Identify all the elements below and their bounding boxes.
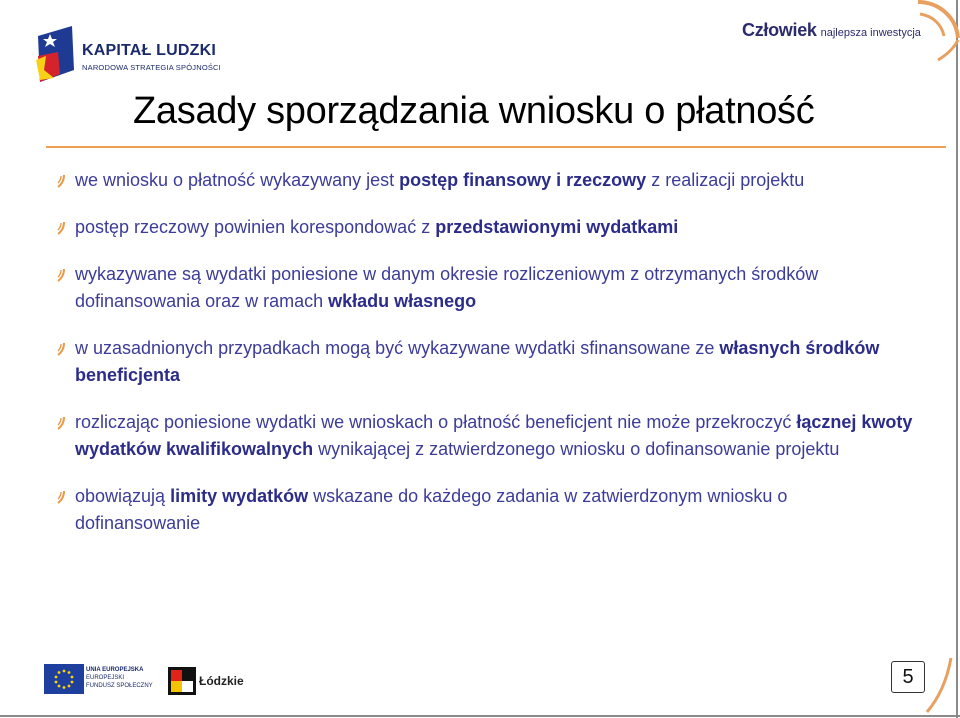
bullet-arc-icon — [56, 174, 66, 188]
bullet-text: wynikającej z zatwierdzonego wniosku o dofinansowanie projektu — [313, 439, 840, 459]
bullet-text: z realizacji projektu — [646, 170, 805, 190]
kapital-ludzki-title: KAPITAŁ LUDZKI — [82, 42, 217, 59]
bullet-emphasis: postęp finansowy i rzeczowy — [399, 170, 647, 190]
bullet-arc-icon — [56, 490, 66, 504]
bullet-item — [56, 409, 916, 463]
bullet-item — [56, 335, 916, 389]
eu-line-3: FUNDUSZ SPOŁECZNY — [86, 683, 153, 689]
bullet-emphasis: własnych środków beneficjenta — [75, 338, 880, 385]
flag-icon — [34, 26, 78, 88]
bullet-list — [56, 167, 916, 557]
bullet-arc-icon — [56, 221, 66, 235]
kapital-ludzki-logo — [34, 26, 224, 88]
title-divider — [46, 146, 946, 148]
orange-arc-decoration — [878, 0, 960, 70]
lodzkie-logo-icon — [168, 667, 196, 695]
czlowiek-tagline: najlepsza inwestycja — [820, 27, 921, 39]
bullet-text: we wniosku o płatność wykazywany jest — [75, 170, 400, 190]
bullet-emphasis: przedstawionymi wydatkami — [435, 217, 679, 237]
bullet-arc-icon — [56, 342, 66, 356]
bullet-emphasis: limity wydatków — [170, 486, 309, 506]
bullet-item — [56, 261, 916, 315]
bullet-arc-icon — [56, 268, 66, 282]
czlowiek-name: Człowiek — [742, 20, 817, 40]
bullet-text: wskazane do każdego zadania w zatwierdzonym wniosku o dofinansowanie — [75, 486, 788, 533]
page-title: Zasady sporządzania wniosku o płatność — [133, 90, 815, 132]
bullet-text: obowiązują — [75, 486, 171, 506]
eu-flag-icon — [44, 664, 84, 694]
eu-logo-text — [86, 666, 153, 690]
orange-corner-decoration — [921, 650, 957, 714]
bullet-arc-icon — [56, 416, 66, 430]
page-number: 5 — [891, 661, 925, 693]
eu-line-2: EUROPEJSKI — [86, 675, 125, 681]
eu-line-1: UNIA EUROPEJSKA — [86, 667, 144, 673]
bullet-item — [56, 214, 916, 241]
bullet-text: w uzasadnionych przypadkach mogą być wykazywane wydatki sfinansowane ze — [75, 338, 720, 358]
bullet-emphasis: wkładu własnego — [328, 291, 477, 311]
kapital-ludzki-subtitle: NARODOWA STRATEGIA SPÓJNOŚCI — [82, 63, 221, 72]
bullet-text: wykazywane są wydatki poniesione w danym okresie rozliczeniowym z otrzymanych środków dofinansowania oraz w ramach — [75, 264, 819, 311]
bullet-emphasis: łącznej kwoty wydatków kwalifikowalnych — [75, 412, 913, 459]
bullet-item — [56, 167, 916, 194]
bullet-text: postęp rzeczowy powinien korespondować z — [75, 217, 436, 237]
lodzkie-label: Łódzkie — [199, 674, 244, 688]
bullet-text: rozliczając poniesione wydatki we wnioskach o płatność beneficjent nie może przekroczyć — [75, 412, 797, 432]
bullet-item — [56, 483, 916, 537]
